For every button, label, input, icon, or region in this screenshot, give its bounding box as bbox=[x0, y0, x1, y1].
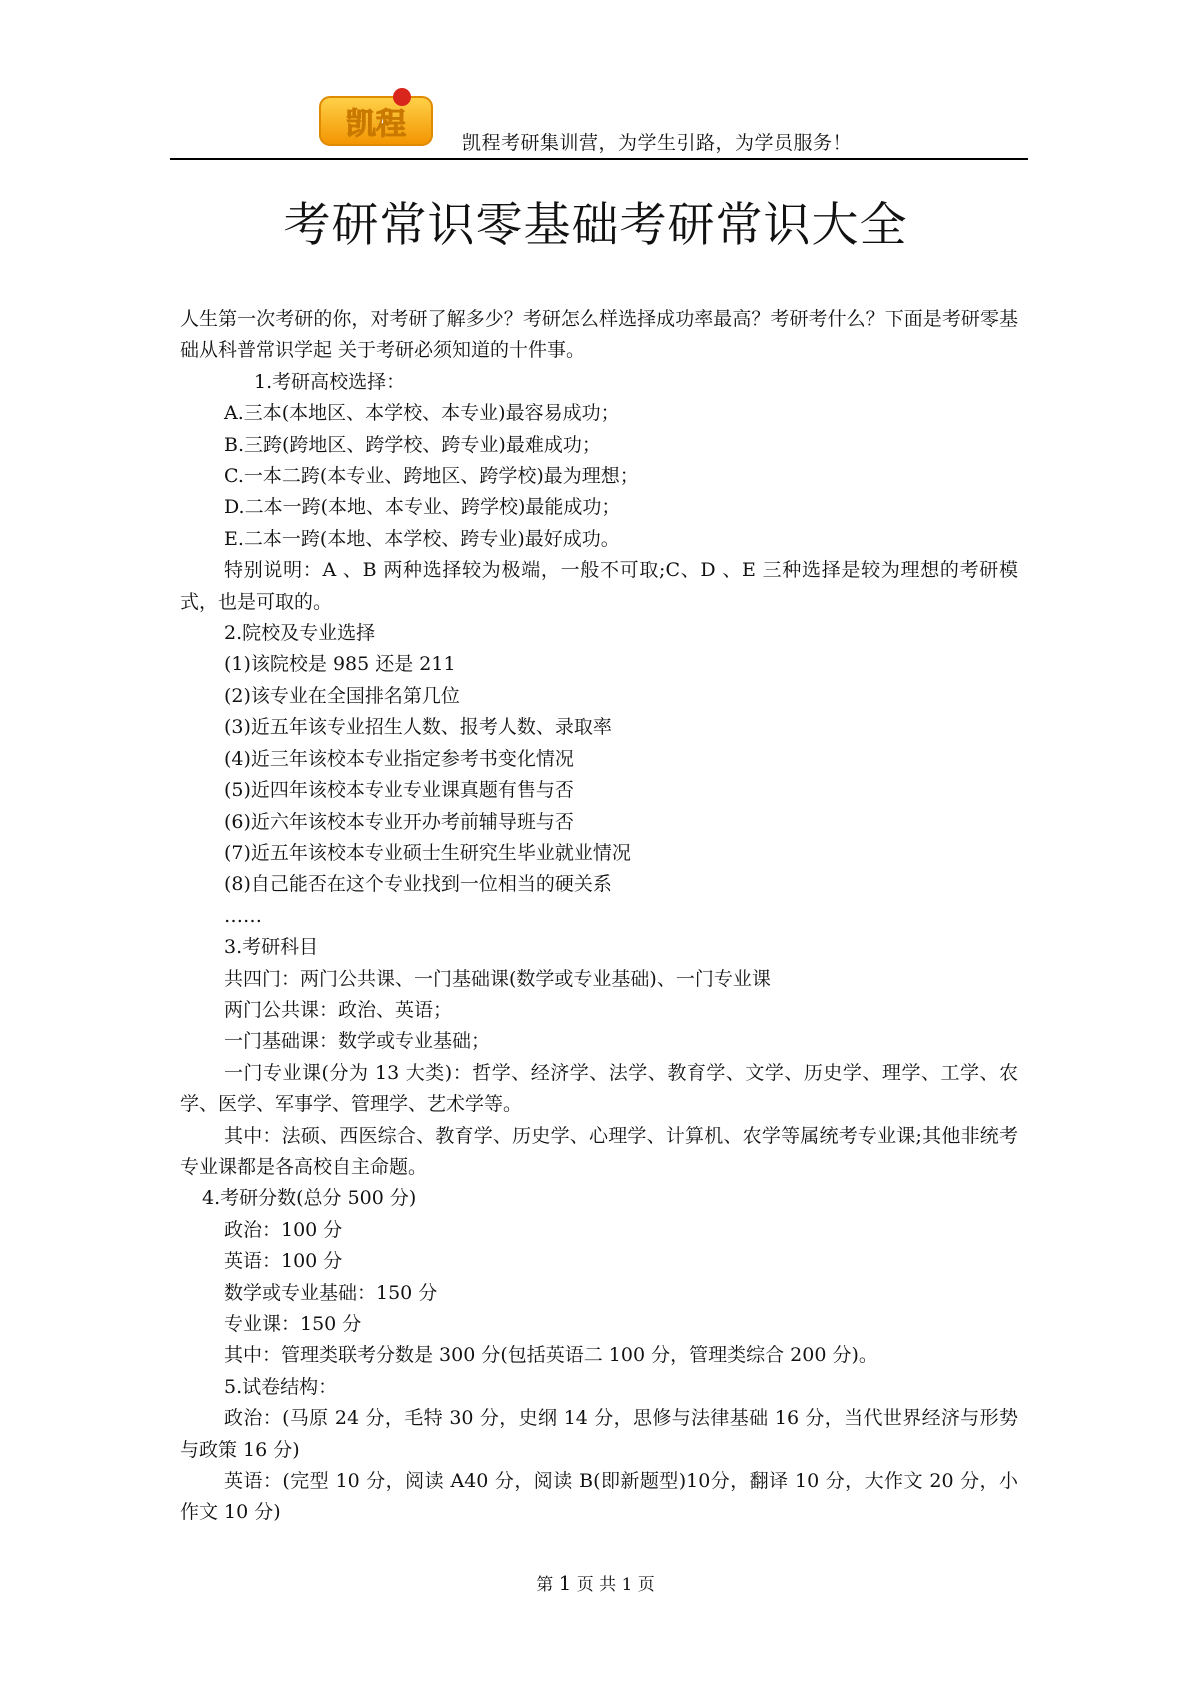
footer-middle: 页 共 bbox=[576, 1575, 617, 1595]
section3-unified-paragraph: 其中：法硕、西医综合、教育学、历史学、心理学、计算机、农学等属统考专业课;其他非统考专业课都是各高校自主命题。 bbox=[180, 1124, 1018, 1178]
section5-heading: 5.试卷结构： bbox=[224, 1375, 338, 1398]
section2-item-7: (7)近五年该校本专业硕士生研究生毕业就业情况 bbox=[224, 841, 631, 864]
section3-heading: 3.考研科目 bbox=[224, 936, 319, 959]
section1-item-d: D.二本一跨(本地、本专业、跨学校)最能成功； bbox=[224, 496, 621, 519]
footer-total-pages: 1 bbox=[621, 1575, 633, 1595]
section2-ellipsis: …… bbox=[224, 904, 262, 927]
section1-note: 特别说明：A 、B 两种选择较为极端，一般不可取;C、D 、E 三种选择是较为理想的考研模式，也是可取的。 bbox=[180, 559, 1018, 613]
section3-major-paragraph: 一门专业课(分为 13 大类)：哲学、经济学、法学、教育学、文学、历史学、理学、工学、农学、医学、军事学、管理学、艺术学等。 bbox=[180, 1061, 1018, 1116]
section3-line-2: 两门公共课：政治、英语； bbox=[224, 998, 453, 1021]
intro-paragraph: 人生第一次考研的你，对考研了解多少？考研怎么样选择成功率最高？考研考什么？下面是考研零基础从科普常识学起 关于考研必须知道的十件事。 bbox=[180, 308, 1018, 362]
section2-item-6: (6)近六年该校本专业开办考前辅导班与否 bbox=[224, 810, 574, 833]
section4-line-3: 数学或专业基础：150 分 bbox=[224, 1281, 438, 1304]
section4-line-1: 政治：100 分 bbox=[224, 1218, 343, 1241]
section5-english: 英语：(完型 10 分，阅读 A40 分，阅读 B(即新题型)10分，翻译 10 分，大作文 20 分，小作文 10 分) bbox=[180, 1470, 1018, 1524]
section4-line-5: 其中：管理类联考分数是 300 分(包括英语二 100 分，管理类综合 200 分)。 bbox=[224, 1344, 878, 1367]
section2-item-4: (4)近三年该校本专业指定参考书变化情况 bbox=[224, 747, 574, 770]
page-footer bbox=[0, 1570, 1191, 1595]
logo-graphic bbox=[318, 83, 436, 149]
section1-item-b: B.三跨(跨地区、跨学校、跨专业)最难成功； bbox=[224, 433, 601, 456]
kaicheng-logo bbox=[318, 83, 436, 149]
section2-heading: 2.院校及专业选择 bbox=[224, 622, 376, 645]
footer-prefix: 第 bbox=[536, 1575, 554, 1595]
section1-item-e: E.二本一跨(本地、本学校、跨专业)最好成功。 bbox=[224, 527, 620, 550]
section4-heading: 4.考研分数(总分 500 分) bbox=[202, 1187, 417, 1210]
section5-politics: 政治：(马原 24 分，毛特 30 分，史纲 14 分，思修与法律基础 16 分，当代世界经济与形势与政策 16 分) bbox=[180, 1407, 1018, 1461]
section2-item-2: (2)该专业在全国排名第几位 bbox=[224, 684, 460, 707]
page-title: 考研常识零基础考研常识大全 bbox=[283, 198, 908, 254]
section2-item-1: (1)该院校是 985 还是 211 bbox=[224, 653, 456, 676]
section3-line-1: 共四门：两门公共课、一门基础课(数学或专业基础)、一门专业课 bbox=[224, 967, 771, 990]
section2-item-3: (3)近五年该专业招生人数、报考人数、录取率 bbox=[224, 716, 612, 739]
footer-page-number: 1 bbox=[558, 1571, 572, 1595]
section4-line-2: 英语：100 分 bbox=[224, 1250, 343, 1273]
section3-line-3: 一门基础课：数学或专业基础； bbox=[224, 1030, 491, 1053]
section2-item-8: (8)自己能否在这个专业找到一位相当的硬关系 bbox=[224, 873, 612, 896]
document-body bbox=[180, 304, 1018, 1529]
header-divider bbox=[170, 158, 1028, 160]
header-slogan: 凯程考研集训营，为学生引路，为学员服务！ bbox=[462, 132, 853, 154]
footer-suffix: 页 bbox=[637, 1575, 655, 1595]
section1-heading: 1.考研高校选择： bbox=[254, 370, 406, 393]
section1-item-a: A.三本(本地区、本学校、本专业)最容易成功； bbox=[224, 402, 620, 425]
logo-text: 凯程 bbox=[346, 107, 406, 142]
section4-line-4: 专业课：150 分 bbox=[224, 1313, 362, 1335]
section2-item-5: (5)近四年该校本专业专业课真题有售与否 bbox=[224, 779, 574, 802]
red-dot-icon bbox=[393, 88, 411, 106]
section1-item-c: C.一本二跨(本专业、跨地区、跨学校)最为理想； bbox=[224, 465, 639, 488]
